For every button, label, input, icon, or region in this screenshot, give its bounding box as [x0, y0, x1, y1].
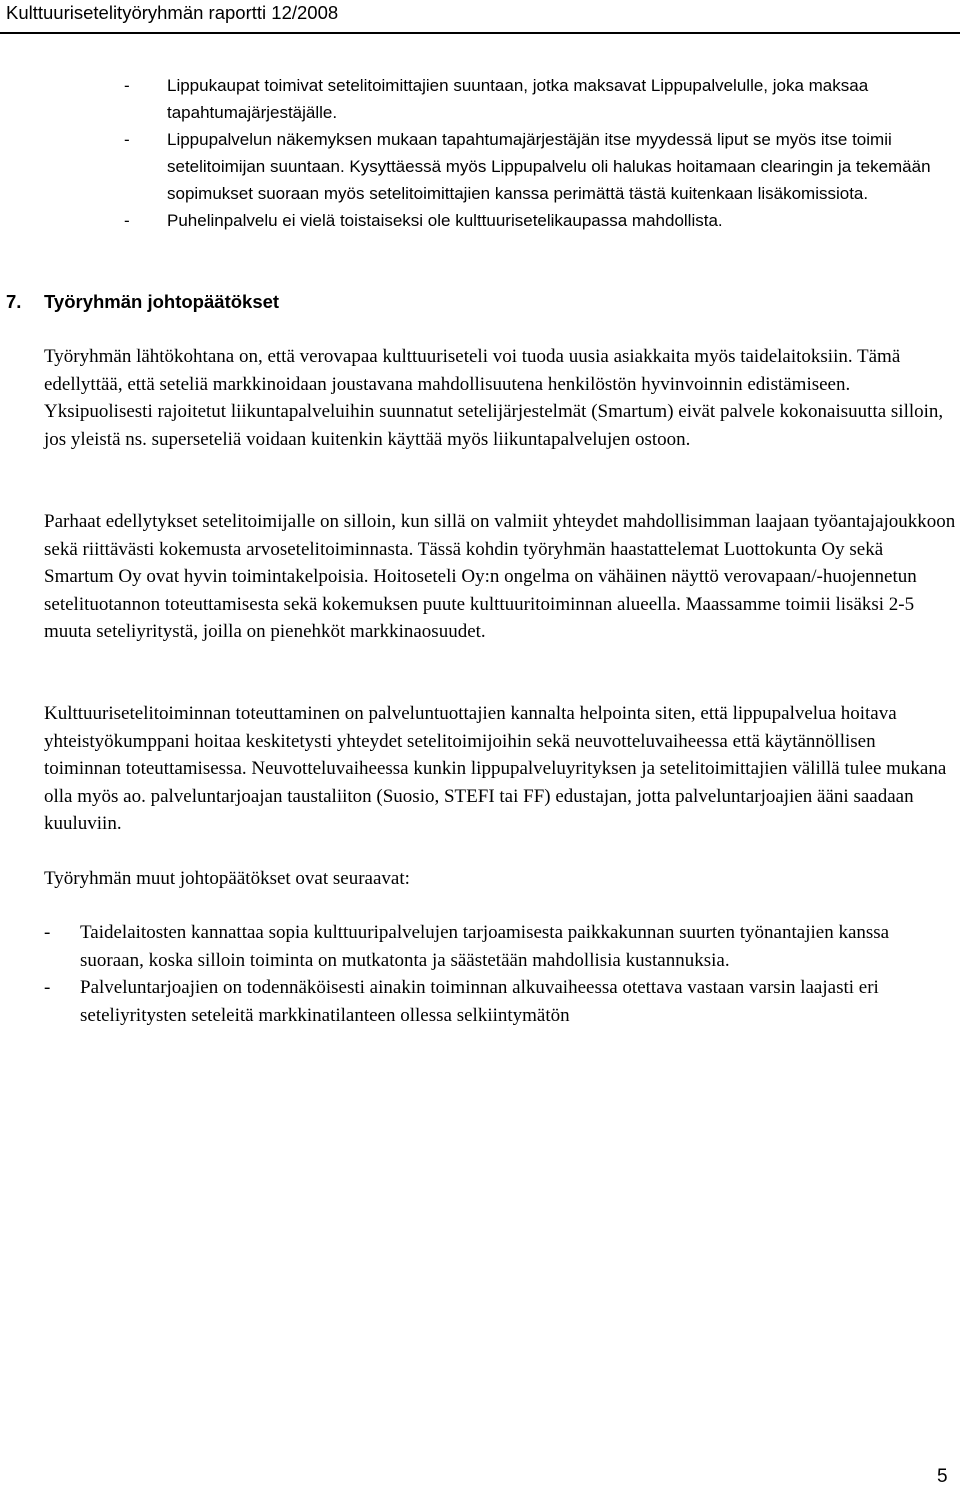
page-number: 5 — [937, 1466, 948, 1487]
section-number: 7. — [6, 291, 22, 312]
lippupalvelu-bullet-list — [0, 72, 950, 234]
list-item-text: Lippupalvelun näkemyksen mukaan tapahtumajärjestäjän itse myydessä liput se myös itse toimii setelitoimijan suuntaan. Kysyttäessä myös Lippupalvelu oli halukas hoitamaan clearingin ja tekemään sopimukset suoraan myös setelitoimittajien kanssa perimättä tästä kuitenkaan lisäkomissiota. — [167, 130, 931, 203]
list-item — [0, 974, 952, 1029]
list-item-text: Palveluntarjoajien on todennäköisesti ainakin toiminnan alkuvaiheessa otettava vastaan varsin laajasti eri seteliyritysten seteleitä markkinatilanteen ollessa selkiintymätön — [80, 977, 879, 1026]
running-header: Kulttuurisetelityöryhmän raportti 12/2008 — [6, 2, 339, 23]
list-item-text: Lippukaupat toimivat setelitoimittajien suuntaan, jotka maksavat Lippupalvelulle, joka maksaa tapahtumajärjestäjälle. — [167, 76, 869, 122]
paragraph-starting-point: Työryhmän lähtökohtana on, että verovapaa kulttuuriseteli voi tuoda uusia asiakkaita myös taidelaitoksiin. Tämä edellyttää, että seteliä markkinoidaan joustavana mahdollisuutena henkilöstön hyvinvoinnin edistämiseen. Yksipuolisesti rajoitetut liikuntapalveluihin suunnatut setelijärjestelmät (Smartum) eivät palvele kokonaisuutta silloin, jos yleistä ns. superseteliä voidaan kuitenkin käyttää myös liikuntapalvelujen ostoon. — [44, 346, 944, 450]
list-item — [0, 126, 950, 207]
paragraph-conclusions-intro: Työryhmän muut johtopäätökset ovat seuraavat: — [44, 868, 410, 889]
list-item-text: Puhelinpalvelu ei vielä toistaiseksi ole kulttuurisetelikaupassa mahdollista. — [167, 211, 723, 230]
list-item — [0, 72, 950, 126]
list-item — [0, 919, 952, 974]
bullet-dash: - — [124, 76, 130, 95]
section-heading — [6, 288, 279, 316]
section-title: Työryhmän johtopäätökset — [44, 291, 280, 312]
bullet-dash: - — [44, 922, 51, 943]
conclusions-bullet-list — [0, 919, 952, 1029]
list-item — [0, 207, 950, 234]
header-divider — [0, 32, 960, 34]
bullet-dash: - — [124, 211, 130, 230]
bullet-dash: - — [44, 977, 51, 998]
bullet-dash: - — [124, 130, 130, 149]
list-item-text: Taidelaitosten kannattaa sopia kulttuuripalvelujen tarjoamisesta paikkakunnan suurten työnantajien kanssa suoraan, koska silloin toiminta on mutkatonta ja säästetään mahdollisia kustannuksia. — [80, 922, 890, 971]
paragraph-lippupalvelu: Kulttuurisetelitoiminnan toteuttaminen on palveluntuottajien kannalta helpointa siten, että lippupalvelua hoitava yhteistyökumppani hoitaa keskitetysti yhteydet setelitoimijoihin sekä neuvotteluvaiheessa että käytännöllisen toiminnan toteuttamisessa. Neuvotteluvaiheessa kunkin lippupalveluyrityksen ja setelitoimittajien välillä tulee mukana olla myös ao. palveluntarjoajan taustaliiton (Suosio, STEFI tai FF) edustajan, jotta palveluntarjoajien ääni saadaan kuuluviin. — [44, 703, 947, 834]
paragraph-setelitoimija: Parhaat edellytykset setelitoimijalle on silloin, kun sillä on valmiit yhteydet mahdollisimman laajaan työantajajoukkoon sekä riittävästi kokemusta arvosetelitoiminnasta. Tässä kohdin työryhmän haastattelemat Luottokunta Oy sekä Smartum Oy ovat hyvin toimintakelpoisia. Hoitoseteli Oy:n ongelma on vähäinen näyttö verovapaan/-huojennetun setelituotannon toteuttamisesta sekä kokemuksen puute kulttuuritoiminnan alueella. Maassamme toimii lisäksi 2-5 muuta seteliyritystä, joilla on pienehköt markkinaosuudet. — [44, 511, 956, 642]
